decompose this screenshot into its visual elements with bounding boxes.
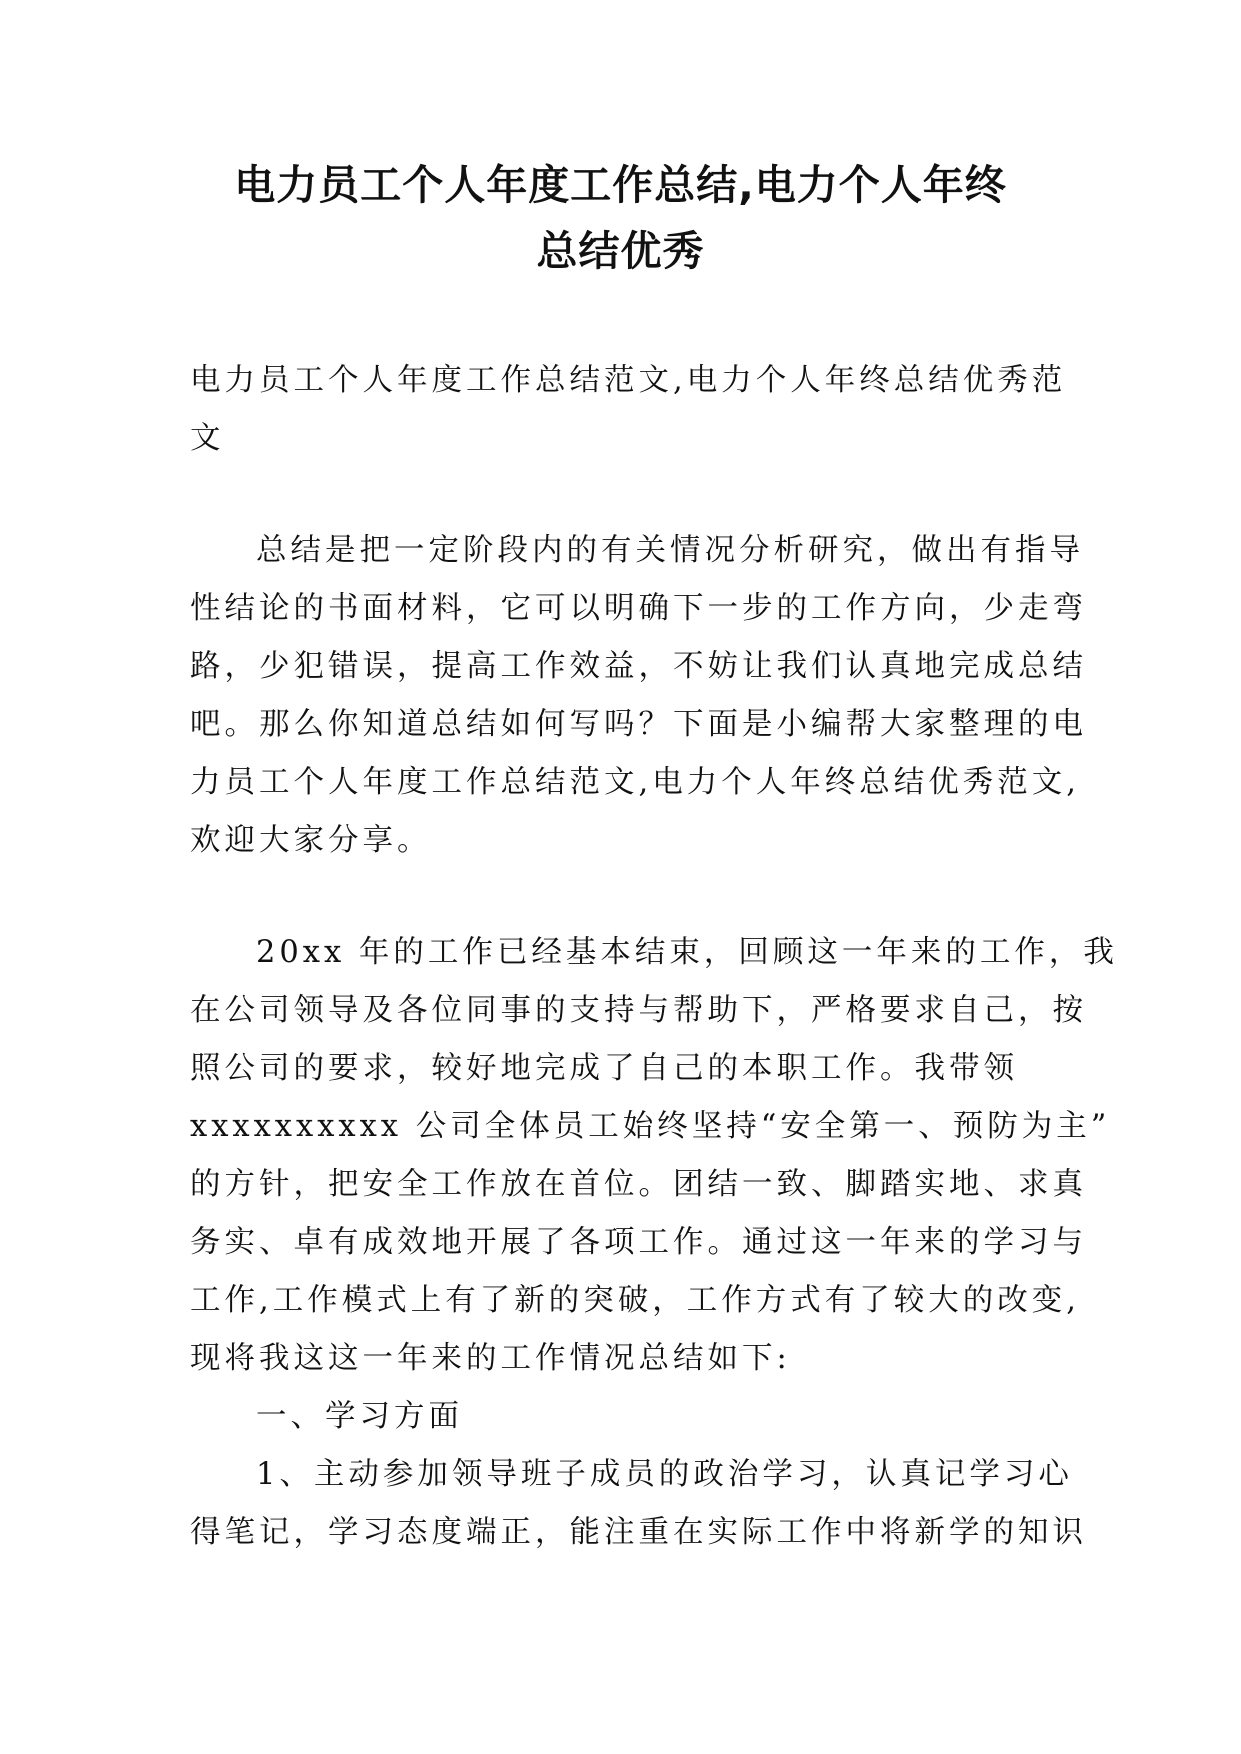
paragraph-line: 工作,工作模式上有了新的突破，工作方式有了较大的改变, — [190, 1283, 1080, 1318]
paragraph-line: 欢迎大家分享。 — [190, 823, 432, 858]
paragraph-line: xxxxxxxxxx 公司全体员工始终坚持“安全第一、预防为主” — [190, 1109, 1111, 1144]
paragraph-line: 力员工个人年度工作总结范文,电力个人年终总结优秀范文, — [190, 765, 1080, 800]
document-subtitle — [190, 352, 1067, 468]
paragraph-line: 照公司的要求，较好地完成了自己的本职工作。我带领 — [190, 1051, 1018, 1086]
intro-paragraph — [190, 522, 1087, 870]
paragraph-line: 现将我这这一年来的工作情况总结如下: — [190, 1341, 791, 1376]
list-item-line: 1、主动参加领导班子成员的政治学习，认真记学习心 — [256, 1457, 1073, 1492]
document-title — [150, 152, 1091, 284]
subtitle-line: 文 — [190, 421, 225, 456]
paragraph-line: 吧。那么你知道总结如何写吗？下面是小编帮大家整理的电 — [190, 707, 1087, 742]
subtitle-line: 电力员工个人年度工作总结范文,电力个人年终总结优秀范 — [190, 363, 1067, 398]
paragraph-line: 在公司领导及各位同事的支持与帮助下，严格要求自己，按 — [190, 993, 1087, 1028]
title-line: 电力员工个人年度工作总结,电力个人年终 — [234, 161, 1007, 209]
paragraph-line: 务实、卓有成效地开展了各项工作。通过这一年来的学习与 — [190, 1225, 1087, 1260]
section-heading: 一、学习方面 — [256, 1399, 463, 1434]
paragraph-line: 路，少犯错误，提高工作效益，不妨让我们认真地完成总结 — [190, 649, 1087, 684]
paragraph-line: 的方针，把安全工作放在首位。团结一致、脚踏实地、求真 — [190, 1167, 1087, 1202]
title-line: 总结优秀 — [536, 227, 705, 275]
summary-body — [190, 924, 1118, 1562]
paragraph-line: 性结论的书面材料，它可以明确下一步的工作方向，少走弯 — [190, 591, 1087, 626]
list-item-line: 得笔记，学习态度端正，能注重在实际工作中将新学的知识 — [190, 1515, 1087, 1550]
paragraph-line: 总结是把一定阶段内的有关情况分析研究，做出有指导 — [256, 533, 1084, 568]
paragraph-line: 20xx 年的工作已经基本结束，回顾这一年来的工作，我 — [256, 935, 1118, 970]
